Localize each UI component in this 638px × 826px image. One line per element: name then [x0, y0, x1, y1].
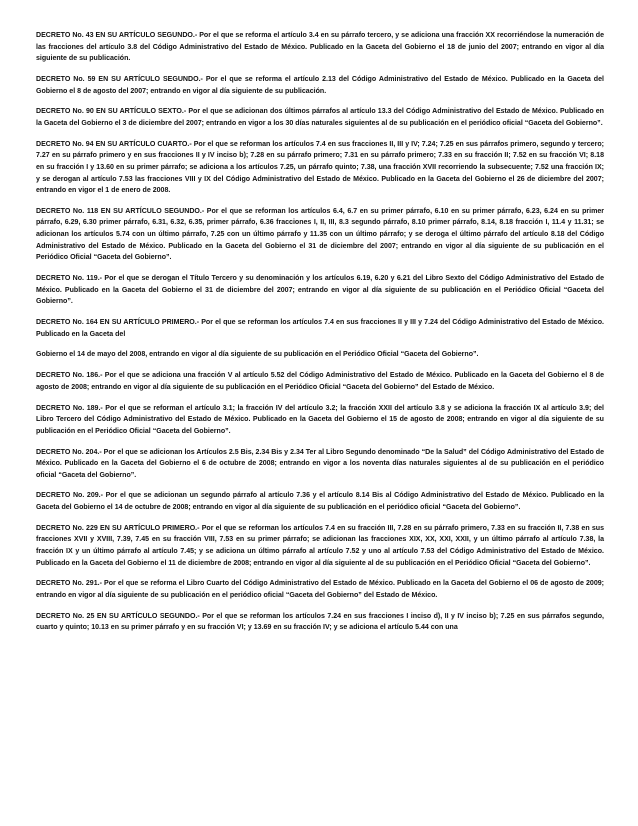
decree-heading: DECRETO No. 119.- — [36, 275, 103, 283]
decree-heading: DECRETO No. 118 EN SU ARTÍCULO SEGUNDO.- — [36, 207, 205, 215]
decree-paragraph-164-continued — [36, 349, 604, 361]
decree-paragraph-90 — [36, 106, 604, 129]
decree-paragraph-43 — [36, 30, 604, 65]
decree-text: Por el que se reforman los artículos 7.24 en sus fracciones I inciso d), II y IV inciso b); 7.25 en sus párrafos segundo, cuarto y quinto; 10.13 en su primer párrafo y en su fracción VI; y 13.69 en su fracción IV; y se adiciona el artículo 5.44 con una — [36, 612, 604, 632]
decree-text: Por el que se adicionan un segundo párrafo al artículo 7.36 y el artículo 8.14 Bis al Código Administrativo del Estado de México. Publicado en la Gaceta del Gobierno el 14 de octubre de 2008; entrando en vigor al día siguiente de su publicación en el periódico oficial “Gaceta del Gobierno”. — [36, 492, 604, 512]
decree-heading: DECRETO No. 43 EN SU ARTÍCULO SEGUNDO.- — [36, 32, 198, 39]
decree-text: Por el que se adicionan los Artículos 2.5 Bis, 2.34 Bis y 2.34 Ter al Libro Segundo denominado “De la Salud” del Código Administrativo del Estado de México. Publicado en la Gaceta del Gobierno el 6 de octubre de 2008; entrando en vigor a los noventa días naturales siguientes al de su publicación en el periódico oficial “Gaceta del Gobierno”. — [36, 448, 604, 479]
decree-text: Por el que se reforman los artículos 7.4 en sus fracciones II, III y IV; 7.24; 7.25 en sus párrafos primero, segundo y tercero; 7.27 en su párrafo primero y en sus fracciones II y IV inciso b); 7.28 en su párrafo primero; 7.31 en su párrafo primero; 7.33 en su fracción II; 7.52 en su fracción VI; 8.18 en su fracción I y 13.60 en su primer párrafo; se adiciona a los artículos 7.25, un párrafo quinto; 7.38, una fracción XVII recorriendo la subsecuente; 7.52 una fracción IX; y se derogan al artículo 7.53 las fracciones VIII y IX del Código Administrativo del Estado de México. Publicado en la Gaceta del Gobierno el 26 de diciembre del 2007; entrando en vigor el 1 de enero de 2008. — [36, 140, 604, 195]
decree-heading: DECRETO No. 204.- — [36, 448, 102, 456]
decree-text: Por el que se reforman el artículo 3.1; la fracción IV del artículo 3.2; la fracción XXII del artículo 3.8 y se adiciona la fracción IX al artículo 3.9; del Libro Tercero del Código Administrativo del Estado de México. Publicado en la Gaceta del Gobierno el 15 de agosto de 2008; entrando en vigor al día siguiente de su publicación en el Periódico Oficial “Gaceta del Gobierno”. — [36, 404, 605, 435]
decree-heading: DECRETO No. 25 EN SU ARTÍCULO SEGUNDO.- — [36, 612, 200, 620]
decree-text: Gobierno el 14 de mayo del 2008, entrando en vigor al día siguiente de su publicación en el Periódico Oficial “Gaceta del Gobierno”. — [36, 351, 479, 359]
decree-heading: DECRETO No. 164 EN SU ARTÍCULO PRIMERO.- — [36, 319, 200, 326]
decree-text: Por el que se derogan el Título Tercero y su denominación y los artículos 6.19, 6.20 y 6.21 del Libro Sexto del Código Administrativo del Estado de México. Publicado en la Gaceta del Gobierno el 31 de diciembre del 2007; entrando en vigor al día siguiente de su publicación en el Periódico Oficial “Gaceta del Gobierno”. — [36, 275, 604, 306]
decree-paragraph-291 — [36, 578, 604, 601]
decree-text: Por el que se reforma el artículo 3.4 en su párrafo tercero, y se adiciona una fracción XX recorriéndose la numeración de las fracciones del artículo 3.8 del Código Administrativo del Estado de México. Publicado en la Gaceta del Gobierno el 18 de junio del 2007; entrando en vigor al día siguiente de su publicación. — [36, 32, 605, 63]
decree-paragraph-189 — [36, 403, 604, 438]
decree-paragraph-229 — [36, 523, 604, 569]
decree-text: Por el que se reforma el artículo 2.13 del Código Administrativo del Estado de México. Publicado en la Gaceta del Gobierno el 8 de agosto del 2007; entrando en vigor al día siguiente de su publicación. — [36, 75, 604, 95]
decree-paragraph-186 — [36, 370, 604, 393]
decree-heading: DECRETO No. 90 EN SU ARTÍCULO SEXTO.- — [36, 108, 187, 116]
decree-text: Por el que se reforman los artículos 6.4, 6.7 en su primer párrafo, 6.10 en su primer párrafo, 6.23, 6.24 en su primer párrafo, 6.29, 6.30 primer párrafo, 6.31, 6.32, 6.35, primer párrafo, 6.36 fracciones I, II, III, 8.3 segundo párrafo, 8.10 primer párrafo, 8.14, 8.18 fracción I, 11.4 y 11.31; se adicionan los artículos 5.74 con un último párrafo, 7.25 con un último párrafo y 11.35 con un último párrafo; y se deroga el último párrafo del artículo 8.18 del Código Administrativo del Estado de México. Publicado en la Gaceta del Gobierno el 31 de diciembre del 2007; entrando en vigor al día siguiente de su publicación en el Periódico Oficial “Gaceta del Gobierno”. — [36, 207, 605, 262]
decree-paragraph-118 — [36, 206, 604, 264]
decree-paragraph-25 — [36, 611, 604, 634]
decree-paragraph-119 — [36, 273, 604, 308]
decree-paragraph-59 — [36, 74, 604, 97]
decree-text: Por el que se reforman los artículos 7.4 en sus fracciones II y III y 7.24 del Código Administrativo del Estado de México. Publicado en la Gaceta del — [36, 319, 604, 338]
decree-text: Por el que se reforma el Libro Cuarto del Código Administrativo del Estado de México. Publicado en la Gaceta del Gobierno el 06 de agosto de 2009; entrando en vigor al día siguiente de su publicación en el periódico oficial “Gaceta del Gobierno” del Estado de México. — [36, 580, 605, 599]
decree-paragraph-164 — [36, 317, 604, 340]
decree-heading: DECRETO No. 59 EN SU ARTÍCULO SEGUNDO.- — [36, 75, 203, 83]
decree-heading: DECRETO No. 186.- — [36, 372, 103, 380]
decree-heading: DECRETO No. 229 EN SU ARTÍCULO PRIMERO.- — [36, 524, 200, 532]
decree-heading: DECRETO No. 209.- — [36, 492, 103, 500]
decree-heading: DECRETO No. 94 EN SU ARTÍCULO CUARTO.- — [36, 140, 192, 148]
decree-paragraph-94 — [36, 139, 604, 197]
decree-paragraph-204 — [36, 447, 604, 482]
decree-paragraph-209 — [36, 490, 604, 513]
decree-text: Por el que se adicionan dos últimos párrafos al artículo 13.3 del Código Administrativo del Estado de México. Publicado en la Gaceta del Gobierno el 3 de diciembre del 2007; entrando en vigor a los 30 días naturales siguientes al de su publicación en el periódico oficial “Gaceta del Gobierno”. — [36, 108, 604, 127]
decree-heading: DECRETO No. 189.- — [36, 404, 103, 412]
decree-heading: DECRETO No. 291.- — [36, 580, 102, 588]
decree-text: Por el que se adiciona una fracción V al artículo 5.52 del Código Administrativo del Estado de México. Publicado en la Gaceta del Gobierno el 8 de agosto de 2008; entrando en vigor al día siguiente de su publicación en el Periódico Oficial “Gaceta del Gobierno” del Estado de México. — [36, 372, 604, 391]
decree-text: Por el que se reforman los artículos 7.4 en su fracción III, 7.28 en su párrafo primero, 7.33 en su fracción II, 7.38 en sus fracciones XVII y XVIII, 7.39, 7.45 en su fracción VIII, 7.53 en su primer párrafo; se adicionan las fracciones XIX, XX, XXI, XXII, y un último párrafo al artículo 7.38, la fracción IX y un último párrafo al artículo 7.45; y se adiciona un último párrafo al artículo 7.52 y uno al artículo 7.53 del Código Administrativo del Estado de México. Publicado en la Gaceta del Gobierno el 11 de diciembre de 2008; entrando en vigor al día siguiente al de su publicación en el Periódico Oficial “Gaceta del Gobierno”. — [36, 524, 604, 567]
